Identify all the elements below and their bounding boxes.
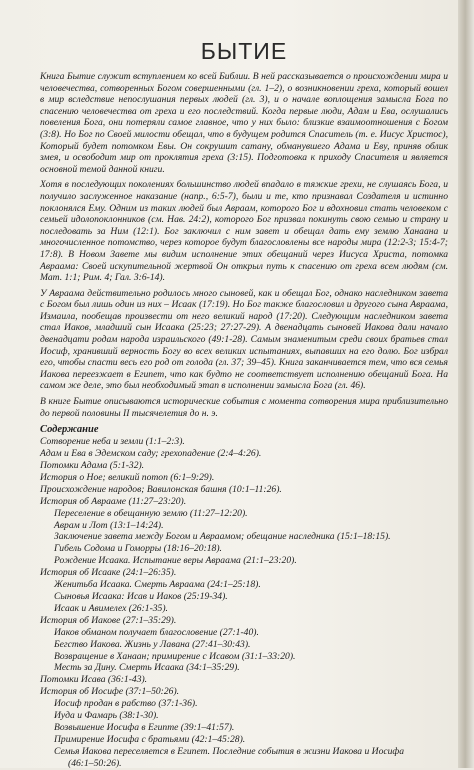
- toc-subitem: Аврам и Лот (13:1–14:24).: [54, 519, 164, 531]
- toc-subitem: Заключение завета между Богом и Авраамом; обещание наследника (15:1–18:15).: [54, 531, 391, 543]
- toc-item: Потомки Адама (5:1-32).: [40, 460, 145, 472]
- toc-subitem: Возвращение в Ханаан; примирение с Исавом (31:1–33:20).: [54, 650, 296, 662]
- intro-paragraph-4: В книге Бытие описываются исторические события с момента сотворения мира приблизительно до первой половины II тысячелетия до н. э.: [40, 396, 448, 419]
- toc-item: История об Иакове (27:1–35:29).: [40, 614, 177, 626]
- toc-subitem-text: Семья Иакова переселяется в Египет. Последние события в жизни Иакова и Иосифа: [54, 745, 405, 757]
- toc-item: Адам и Ева в Эдемском саду; грехопадение (2:4–4:26).: [40, 448, 262, 460]
- toc-subitem-continuation: (46:1–50:26).: [68, 757, 122, 769]
- page-title: БЫТИЕ: [200, 38, 288, 64]
- toc-item: Потомки Исава (36:1-43).: [40, 674, 148, 686]
- toc-subitem: Месть за Дину. Смерть Исаака (34:1–35:29).: [54, 662, 240, 674]
- table-of-contents: [40, 436, 448, 769]
- toc-item: Сотворение неба и земли (1:1–2:3).: [40, 436, 185, 448]
- toc-item: История о Ное; великий потоп (6:1–9:29).: [40, 471, 215, 483]
- toc-subitem: Возвышение Иосифа в Египте (39:1–41:57).: [54, 721, 235, 733]
- toc-subitem: Иосиф продан в рабство (37:1-36).: [54, 698, 198, 710]
- toc-item: История об Исааке (24:1–26:35).: [40, 567, 177, 579]
- toc-subitem: Примирение Иосифа с братьями (42:1–45:28).: [54, 733, 246, 745]
- intro-paragraph-1: Книга Бытие служит вступлением ко всей Библии. В ней рассказывается о происхождении мира и человечества, сотворенных Богом совершенными (гл. 1–2), о возникновении греха, который вошел в мир вследствие непослушания первых людей (гл. 3), и о начале воплощения замысла Бога по спасению человечества от греха и его последствий. Когда первые люди, Адам и Ева, ослушались повеления Бога, они потеряли самое главное, что у них было: близкие взаимоотношения с Богом (3:8). Но Бог по Своей милости обещал, что в будущем родится Спаситель (т. е. Иисус Христос), Который будет потомком Евы. Он сокрушит сатану, обманувшего Адама и Еву, приняв облик змея, и освободит мир от проклятия греха (3:15). Подготовка к приходу Спасителя и является основной темой данной книги.: [40, 71, 448, 175]
- toc-item: Происхождение народов; Вавилонская башня (10:1–11:26).: [40, 483, 282, 495]
- toc-subitem: Сыновья Исаака: Исав и Иаков (25:19-34).: [54, 591, 228, 602]
- toc-subitem: Иаков обманом получает благословение (27:1-40).: [54, 626, 259, 638]
- intro-paragraph-3: У Авраама действительно родилось много сыновей, как и обещал Бог, однако наследником завета с Богом был лишь один из них – Исаак (17:19). Но Бог также благословил и другого сына Авраама, Измаила, пообещав произвести от него великий народ (17:20). Следующим наследником завета стал Иаков, младший сын Исаака (25:23; 27:27-29). А двенадцать сыновей Иакова дали начало двенадцати родам народа израильского (49:1-28). Самым знаменитым среди своих братьев стал Иосиф, хранивший верность Богу во всех великих испытаниях, выпавших на его долю. Бог избрал его, чтобы спасти весь его род от голода (гл. 37; 39–45). Книга заканчивается тем, что вся семья Иакова переезжает в Египет, что как будто не соответствует исполнению обещаний Бога. На самом же деле, это был необходимый этап в исполнении замысла Бога (гл. 46).: [40, 287, 448, 392]
- toc-item: История об Иосифе (37:1–50:26).: [40, 686, 180, 698]
- toc-subitem: [40, 746, 448, 770]
- toc-item: История об Аврааме (11:27–23:20).: [40, 495, 187, 507]
- toc-subitem: Иуда и Фамарь (38:1-30).: [54, 710, 159, 722]
- toc-subitem: Бегство Иакова. Жизнь у Лавана (27:41–30:43).: [54, 638, 251, 650]
- intro-paragraph-2: Хотя в последующих поколениях большинство людей впадало в тяжкие грехи, не слушаясь Бога, и получило заслуженное наказание (напр., 6:5-7), были и те, кто признавал Создателя и истинно поклонялся Ему. Одним из таких людей был Авраам, которого Бог и вдохновил стать человеком с семьей идолопоклонников (см. Нав. 24:2), которого Бог призвал покинуть свою семью и страну и последовать за Ним (12:1). Бог заключил с ним завет и обещал дать ему землю Ханаана и многочисленное потомство, через которое будут благословлены все народы мира (12:2-3; 15:4-7; 17:8). В Новом Завете мы видим исполнение этих обещаний через Иисуса Христа, потомка Авраама: Своей искупительной жертвой Он открыл путь к спасению от греха всем людям (см. Мат. 1:1; Рим. 4; Гал. 3:6-14).: [40, 179, 448, 284]
- toc-subitem: Исаак и Авимелех (26:1-35).: [54, 602, 168, 614]
- toc-subitem: Переселение в обещанную землю (11:27–12:20).: [54, 507, 248, 519]
- contents-heading: Содержание: [40, 424, 99, 436]
- page-edge: [458, 0, 474, 768]
- toc-subitem: Женитьба Исаака. Смерть Авраама (24:1–25:18).: [54, 579, 261, 591]
- toc-subitem: Рождение Исаака. Испытание веры Авраама (21:1–23:20).: [54, 555, 297, 567]
- toc-subitem: Гибель Содома и Гоморры (18:16–20:18).: [54, 543, 222, 555]
